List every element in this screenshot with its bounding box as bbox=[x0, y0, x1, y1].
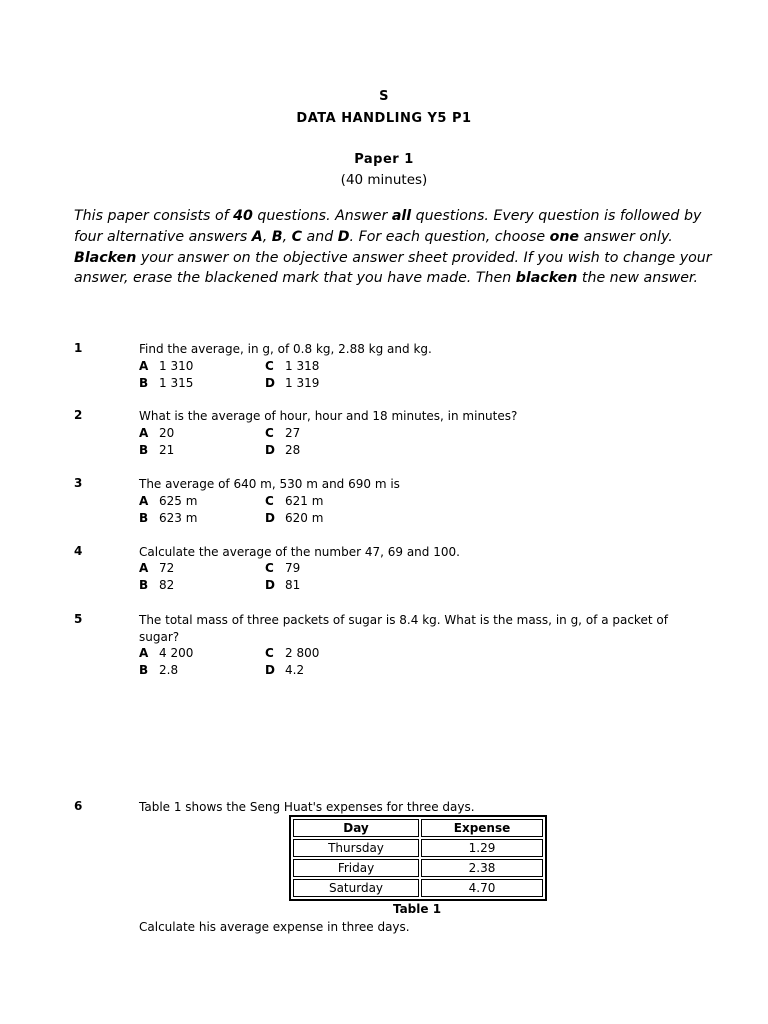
instr-bold: A bbox=[251, 228, 263, 245]
option-letter: C bbox=[265, 426, 274, 440]
option-letter: D bbox=[265, 578, 275, 592]
option-b[interactable] bbox=[139, 577, 174, 594]
option-c[interactable] bbox=[265, 493, 323, 510]
question-text: Find the average, in g, of 0.8 kg, 2.88 kg and kg. bbox=[139, 342, 432, 356]
table-row bbox=[293, 839, 543, 857]
option-value: 27 bbox=[285, 426, 301, 440]
instr-bold: C bbox=[291, 228, 303, 245]
option-d[interactable] bbox=[265, 577, 300, 594]
question-text: What is the average of hour, hour and 18 minutes, in minutes? bbox=[139, 409, 518, 423]
option-value: 4 200 bbox=[159, 646, 194, 660]
question-number: 5 bbox=[74, 612, 83, 626]
table-cell-day: Saturday bbox=[293, 879, 419, 897]
instr-bold: B bbox=[271, 228, 283, 245]
table-cell-expense: 2.38 bbox=[421, 859, 543, 877]
option-letter: A bbox=[139, 646, 149, 660]
option-d[interactable] bbox=[265, 375, 319, 392]
question-text: Calculate the average of the number 47, 69 and 100. bbox=[139, 545, 460, 559]
option-letter: A bbox=[139, 494, 149, 508]
option-c[interactable] bbox=[265, 358, 319, 375]
option-value: 1 315 bbox=[159, 376, 194, 390]
option-value: 2.8 bbox=[159, 663, 179, 677]
option-d[interactable] bbox=[265, 510, 323, 527]
instr-text: answer only. bbox=[579, 228, 673, 245]
option-c[interactable] bbox=[265, 645, 319, 662]
option-letter: B bbox=[139, 663, 149, 677]
option-letter: C bbox=[265, 494, 274, 508]
option-letter: C bbox=[265, 646, 274, 660]
question-number: 1 bbox=[74, 341, 83, 355]
option-value: 620 m bbox=[285, 511, 324, 525]
table-row bbox=[293, 859, 543, 877]
option-value: 82 bbox=[159, 578, 175, 592]
option-value: 1 310 bbox=[159, 359, 194, 373]
question-text: The average of 640 m, 530 m and 690 m is bbox=[139, 477, 400, 491]
option-value: 81 bbox=[285, 578, 301, 592]
option-a[interactable] bbox=[139, 560, 174, 577]
option-value: 72 bbox=[159, 561, 175, 575]
table-cell-day: Thursday bbox=[293, 839, 419, 857]
question-text: Table 1 shows the Seng Huat's expenses for three days. bbox=[139, 800, 475, 814]
question-number: 2 bbox=[74, 408, 83, 422]
option-b[interactable] bbox=[139, 375, 193, 392]
option-value: 4.2 bbox=[285, 663, 305, 677]
paper-duration: (40 minutes) bbox=[340, 172, 428, 188]
question-number: 4 bbox=[74, 544, 83, 558]
option-letter: C bbox=[265, 561, 274, 575]
instr-text: your answer on the objective answer sheet provided. If you wish to change your answer, erase the blackened mark that you have made. Then bbox=[74, 249, 712, 287]
option-c[interactable] bbox=[265, 560, 300, 577]
instr-bold: Blacken bbox=[74, 249, 137, 266]
option-letter: D bbox=[265, 443, 275, 457]
question-followup-text: Calculate his average expense in three days. bbox=[139, 920, 410, 934]
option-letter: D bbox=[265, 511, 275, 525]
option-letter: B bbox=[139, 511, 149, 525]
option-c[interactable] bbox=[265, 425, 300, 442]
option-value: 28 bbox=[285, 443, 301, 457]
question-number: 6 bbox=[74, 799, 83, 813]
option-letter: B bbox=[139, 376, 149, 390]
paper-number: Paper 1 bbox=[354, 152, 414, 167]
table-header-expense: Expense bbox=[421, 819, 543, 837]
option-letter: A bbox=[139, 426, 149, 440]
instr-text: , bbox=[282, 228, 292, 245]
option-value: 1 319 bbox=[285, 376, 320, 390]
table-cell-day: Friday bbox=[293, 859, 419, 877]
option-letter: D bbox=[265, 376, 275, 390]
instr-text: questions. Answer bbox=[252, 208, 392, 224]
option-value: 625 m bbox=[159, 494, 198, 508]
option-a[interactable] bbox=[139, 645, 193, 662]
paper-title: DATA HANDLING Y5 P1 bbox=[296, 111, 472, 126]
instr-text: . For each question, choose bbox=[349, 228, 550, 245]
table-caption: Table 1 bbox=[392, 902, 442, 916]
instructions bbox=[74, 206, 714, 289]
option-letter: B bbox=[139, 443, 149, 457]
option-value: 623 m bbox=[159, 511, 198, 525]
table-row bbox=[293, 879, 543, 897]
instr-text: and bbox=[302, 228, 338, 245]
option-d[interactable] bbox=[265, 442, 300, 459]
instr-bold: all bbox=[391, 208, 412, 224]
table-cell-expense: 4.70 bbox=[421, 879, 543, 897]
instr-text: , bbox=[262, 228, 272, 245]
option-letter: A bbox=[139, 359, 149, 373]
option-letter: A bbox=[139, 561, 149, 575]
table-header-day: Day bbox=[293, 819, 419, 837]
instr-bold: blacken bbox=[515, 270, 578, 287]
instr-text: the new answer. bbox=[577, 270, 698, 287]
option-letter: D bbox=[265, 663, 275, 677]
option-letter: C bbox=[265, 359, 274, 373]
option-b[interactable] bbox=[139, 442, 174, 459]
instr-text: questions. Every question is followed by four alternative answers bbox=[74, 208, 702, 245]
instr-bold: one bbox=[549, 228, 580, 245]
option-value: 79 bbox=[285, 561, 301, 575]
expense-table bbox=[289, 815, 547, 901]
table-header-row bbox=[293, 819, 543, 837]
instr-text: This paper consists of bbox=[74, 208, 234, 224]
option-value: 621 m bbox=[285, 494, 324, 508]
option-a[interactable] bbox=[139, 493, 197, 510]
option-value: 2 800 bbox=[285, 646, 320, 660]
option-a[interactable] bbox=[139, 358, 193, 375]
option-letter: B bbox=[139, 578, 149, 592]
instr-bold: 40 bbox=[233, 208, 253, 224]
option-value: 21 bbox=[159, 443, 175, 457]
option-d[interactable] bbox=[265, 662, 304, 679]
instr-bold: D bbox=[337, 228, 350, 245]
option-b[interactable] bbox=[139, 662, 178, 679]
table-cell-expense: 1.29 bbox=[421, 839, 543, 857]
option-a[interactable] bbox=[139, 425, 174, 442]
option-value: 20 bbox=[159, 426, 175, 440]
paper-code: S bbox=[379, 89, 389, 104]
option-value: 1 318 bbox=[285, 359, 320, 373]
question-text: The total mass of three packets of sugar is 8.4 kg. What is the mass, in g, of a packet of sugar? bbox=[139, 613, 668, 644]
question-number: 3 bbox=[74, 476, 83, 490]
option-b[interactable] bbox=[139, 510, 197, 527]
